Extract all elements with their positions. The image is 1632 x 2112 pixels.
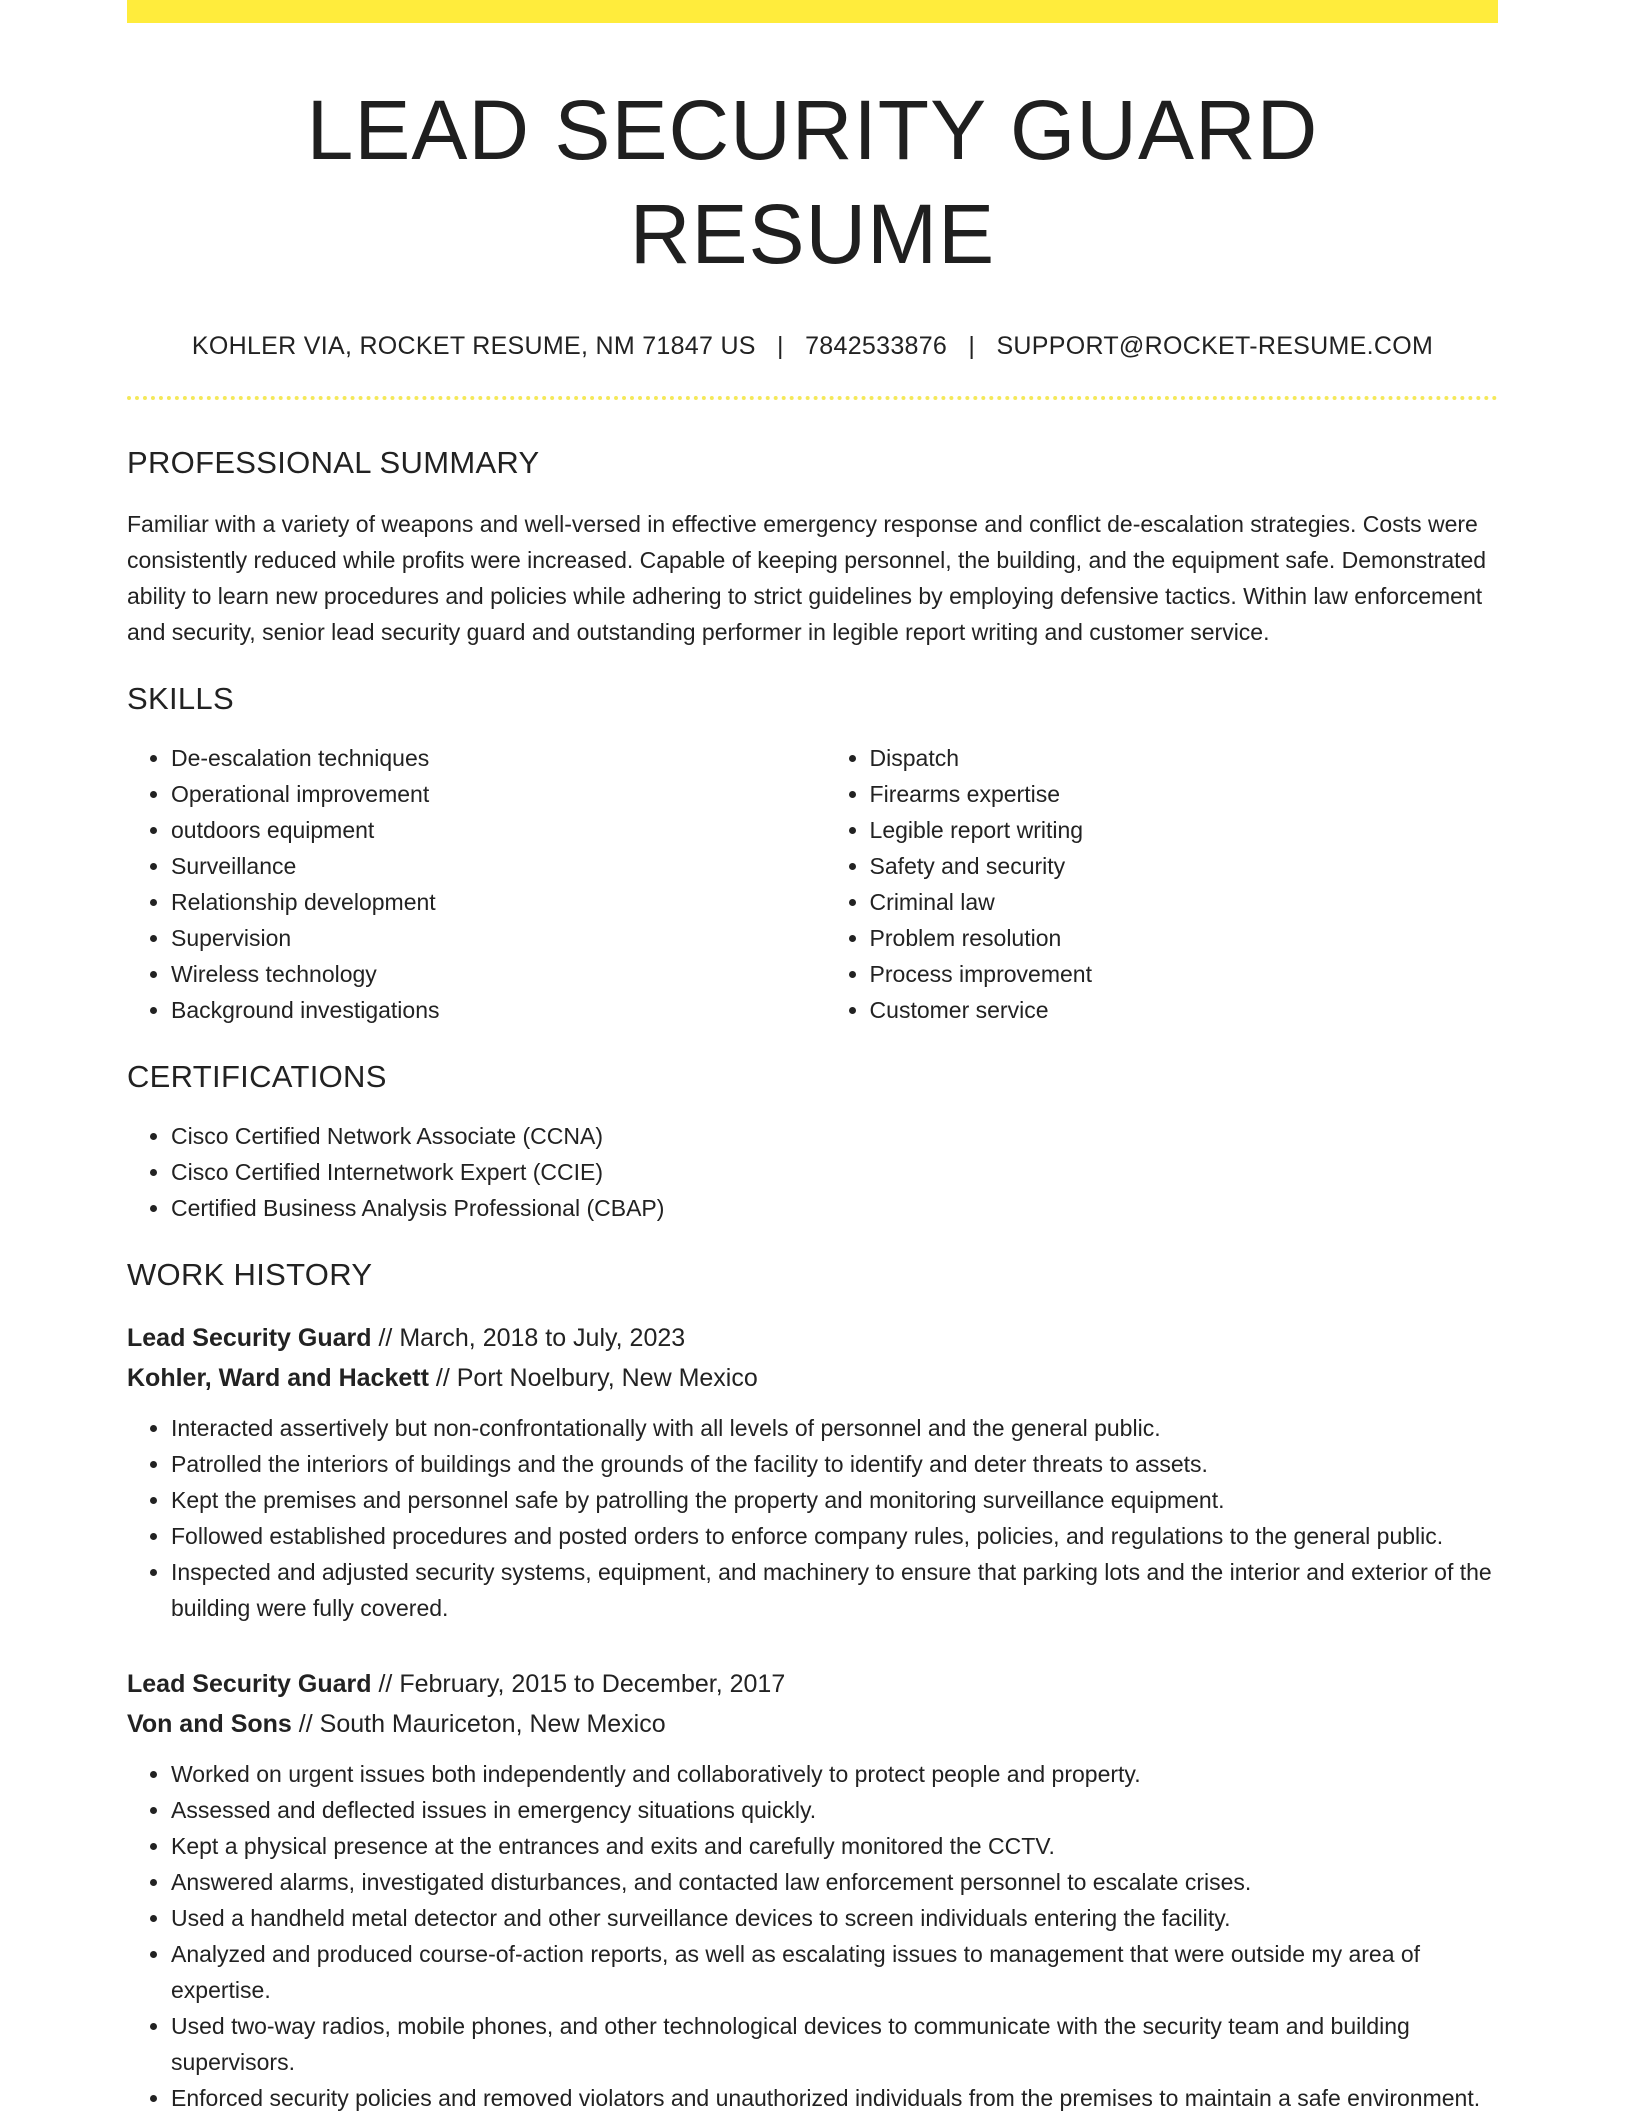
job-location: Port Noelbury, New Mexico	[456, 1364, 758, 1392]
job-title: Lead Security Guard	[127, 1670, 372, 1698]
job-separator: //	[298, 1710, 313, 1738]
job-bullets	[127, 1410, 1498, 1626]
job-location: South Mauriceton, New Mexico	[319, 1710, 666, 1738]
job-bullet: • Assessed and deflected issues in emergency situations quickly.	[171, 1792, 1498, 1828]
job-bullet: • Patrolled the interiors of buildings and the grounds of the facility to identify and deter threats to assets.	[171, 1446, 1498, 1482]
job-bullet: • Used two-way radios, mobile phones, and other technological devices to communicate with the security team and building supervisors.	[171, 2008, 1498, 2080]
contact-line	[127, 330, 1498, 362]
skills-columns	[127, 740, 1498, 1028]
job-bullets	[127, 1756, 1498, 2112]
job-separator: //	[435, 1364, 450, 1392]
job-title: Lead Security Guard	[127, 1324, 372, 1352]
job-bullet: • Interacted assertively but non-confrontationally with all levels of personnel and the general public.	[171, 1410, 1498, 1446]
job-entry	[127, 1664, 1498, 2112]
skill-item: • Operational improvement	[171, 776, 826, 812]
job-bullet: • Answered alarms, investigated disturbances, and contacted law enforcement personnel to escalate crises.	[171, 1864, 1498, 1900]
skill-item: • De-escalation techniques	[171, 740, 826, 776]
skill-item: • Problem resolution	[870, 920, 1498, 956]
skills-heading: SKILLS	[127, 681, 234, 716]
skill-item: • Firearms expertise	[870, 776, 1498, 812]
job-bullet: • Enforced security policies and removed violators and unauthorized individuals from the premises to maintain a safe environment.	[171, 2080, 1498, 2112]
skill-item: • Dispatch	[870, 740, 1498, 776]
skill-item: • Criminal law	[870, 884, 1498, 920]
skill-item: • Customer service	[870, 992, 1498, 1028]
skill-item: • Safety and security	[870, 848, 1498, 884]
job-bullet: • Used a handheld metal detector and other surveillance devices to screen individuals entering the facility.	[171, 1900, 1498, 1936]
job-bullet: • Kept the premises and personnel safe by patrolling the property and monitoring surveillance equipment.	[171, 1482, 1498, 1518]
certifications-heading: CERTIFICATIONS	[127, 1059, 387, 1094]
job-dates: March, 2018 to July, 2023	[399, 1324, 686, 1352]
certification-item: • Cisco Certified Network Associate (CCNA)	[171, 1118, 1498, 1154]
contact-separator: |	[968, 332, 976, 360]
job-separator: //	[378, 1670, 393, 1698]
certifications-list	[127, 1118, 1498, 1226]
header-divider	[127, 396, 1498, 400]
work-history-heading: WORK HISTORY	[127, 1257, 373, 1292]
contact-address: KOHLER VIA, ROCKET RESUME, NM 71847 US	[191, 332, 756, 360]
job-title-line	[127, 1318, 1498, 1358]
skill-item: • Supervision	[171, 920, 826, 956]
skills-list-left	[127, 740, 826, 1028]
contact-phone: 7842533876	[805, 332, 948, 360]
job-entry	[127, 1318, 1498, 1626]
skills-list-right	[826, 740, 1498, 1028]
job-bullet: • Followed established procedures and posted orders to enforce company rules, policies, and regulations to the general public.	[171, 1518, 1498, 1554]
resume-content	[127, 0, 1498, 2112]
skill-item: • Background investigations	[171, 992, 826, 1028]
summary-heading: PROFESSIONAL SUMMARY	[127, 445, 540, 480]
job-company-line	[127, 1358, 1498, 1398]
job-separator: //	[378, 1324, 393, 1352]
certification-item: • Cisco Certified Internetwork Expert (CCIE)	[171, 1154, 1498, 1190]
job-company-line	[127, 1704, 1498, 1744]
skill-item: • Legible report writing	[870, 812, 1498, 848]
skill-item: • Process improvement	[870, 956, 1498, 992]
contact-email: SUPPORT@ROCKET-RESUME.COM	[996, 332, 1434, 360]
job-company: Kohler, Ward and Hackett	[127, 1364, 429, 1392]
job-bullet: • Analyzed and produced course-of-action reports, as well as escalating issues to management that were outside my area of expertise.	[171, 1936, 1498, 2008]
skill-item: • Surveillance	[171, 848, 826, 884]
job-bullet: • Inspected and adjusted security systems, equipment, and machinery to ensure that parking lots and the interior and exterior of the building were fully covered.	[171, 1554, 1498, 1626]
page-title: LEAD SECURITY GUARD RESUME	[306, 83, 1319, 281]
job-title-line	[127, 1664, 1498, 1704]
job-bullet: • Kept a physical presence at the entrances and exits and carefully monitored the CCTV.	[171, 1828, 1498, 1864]
skill-item: • Wireless technology	[171, 956, 826, 992]
contact-separator: |	[777, 332, 784, 360]
certification-item: • Certified Business Analysis Professional (CBAP)	[171, 1190, 1498, 1226]
summary-text: Familiar with a variety of weapons and well-versed in effective emergency response and conflict de-escalation strategies. Costs were consistently reduced while profits were increased. Capable of keeping personnel, the building, and the equipment safe. Demonstrated ability to learn new procedures and policies while adhering to strict guidelines by employing defensive tactics. Within law enforcement and security, senior lead security guard and outstanding performer in legible report writing and customer service.	[127, 511, 1487, 645]
skill-item: • outdoors equipment	[171, 812, 826, 848]
job-dates: February, 2015 to December, 2017	[399, 1670, 786, 1698]
job-company: Von and Sons	[127, 1710, 292, 1738]
skill-item: • Relationship development	[171, 884, 826, 920]
job-bullet: • Worked on urgent issues both independently and collaboratively to protect people and property.	[171, 1756, 1498, 1792]
